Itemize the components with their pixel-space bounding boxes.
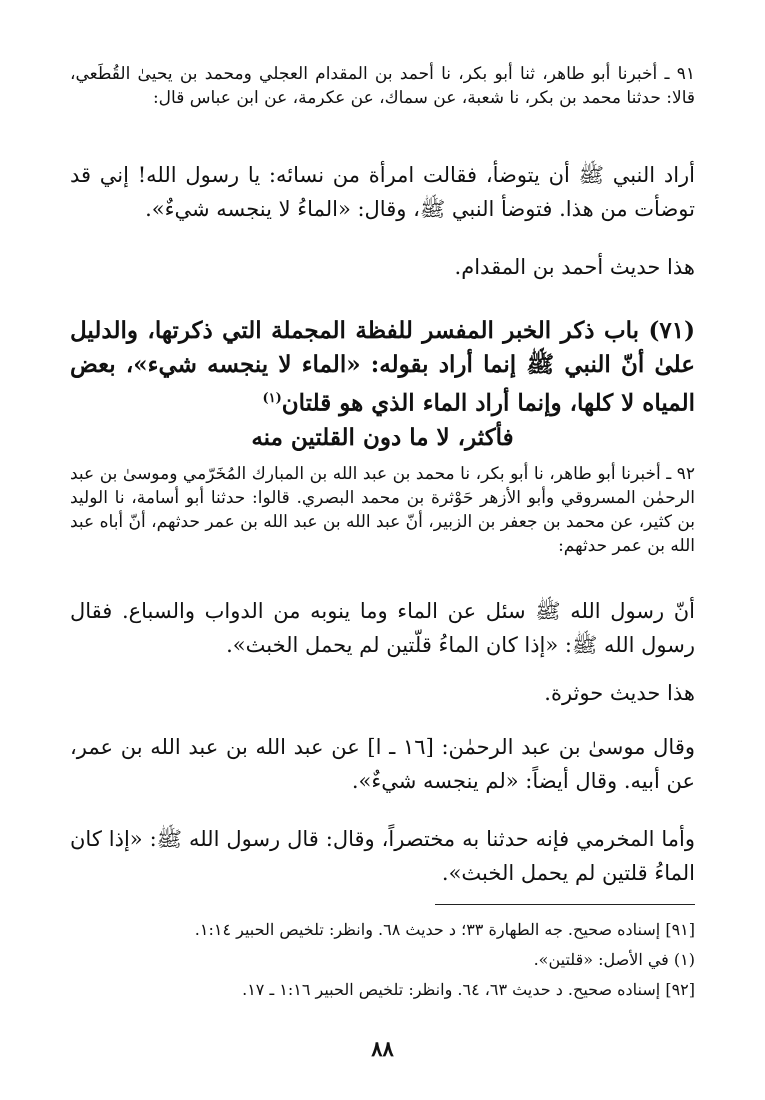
footnote-marker: (١) bbox=[262, 391, 282, 406]
hadith-92-note-3: وأما المخرمي فإنه حدثنا به مختصراً، وقال: قال رسول الله ﷺ: «إذا كان الماءُ قلتين لم يحمل الخبث». bbox=[70, 827, 695, 885]
page-number: ٨٨ bbox=[371, 1036, 394, 1061]
footnote-1: (١) في الأصل: «قلتين». bbox=[533, 950, 695, 969]
hadith-92-matn: أنّ رسول الله ﷺ سئل عن الماء وما ينوبه من الدواب والسباع. فقال رسول الله ﷺ: «إذا كان الماءُ قلّتين لم يحمل الخبث». bbox=[70, 599, 695, 657]
hadith-91-note: هذا حديث أحمد بن المقدام. bbox=[454, 255, 695, 279]
footnote-91: [٩١] إسناده صحيح. جه الطهارة ٣٣؛ د حديث ٦٨. وانظر: تلخيص الحبير ١:١٤. bbox=[194, 920, 695, 939]
hadith-91-isnad: ٩١ ـ أخبرنا أبو طاهر، ثنا أبو بكر، نا أحمد بن المقدام العجلي ومحمد بن يحيىٰ القُطَعي، قالا: حدثنا محمد بن بكر، نا شعبة، عن سماك، عن عكرمة، عن ابن عباس قال: bbox=[70, 64, 695, 108]
chapter-71-heading bbox=[70, 314, 695, 455]
footnote-92: [٩٢] إسناده صحيح. د حديث ٦٣، ٦٤. وانظر: تلخيص الحبير ١:١٦ ـ ١٧. bbox=[242, 980, 695, 999]
hadith-92-note-1: هذا حديث حوثرة. bbox=[544, 681, 695, 705]
hadith-91-matn: أراد النبي ﷺ أن يتوضأ، فقالت امرأة من نسائه: يا رسول الله! إني قد توضأت من هذا. فتوضأ النبي ﷺ، وقال: «الماءُ لا ينجسه شيءٌ». bbox=[70, 163, 695, 221]
hadith-92-note-2: وقال موسىٰ بن عبد الرحمٰن: [١٦ ـ ا] عن عبد الله بن عبد الله بن عمر، عن أبيه. وقال أيضاً: «لم ينجسه شيءٌ». bbox=[70, 735, 695, 793]
chapter-heading-last-line: فأكثر، لا ما دون القلتين منه bbox=[251, 423, 514, 451]
footnote-divider bbox=[435, 904, 695, 905]
hadith-92-isnad: ٩٢ ـ أخبرنا أبو طاهر، نا أبو بكر، نا محمد بن عبد الله بن المبارك المُخَرّمي وموسىٰ بن عبد الرحمٰن المسروقي وأبو الأزهر حَوْثرة بن محمد البصري. قالوا: حدثنا أبو أسامة، نا الوليد بن كثير، عن محمد بن جعفر بن الزبير، أنّ عبد الله بن عبد الله بن عمر حدثهم، أنّ أباه عبد الله بن عمر حدثهم: bbox=[70, 464, 695, 556]
chapter-heading-text: (٧١) باب ذكر الخبر المفسر للفظة المجملة التي ذكرتها، والدليل علىٰ أنّ النبي ﷺ إنما أراد بقوله: «الماء لا ينجسه شيء»، بعض المياه لا كلها، وإنما أراد الماء الذي هو قلتان bbox=[70, 317, 695, 417]
